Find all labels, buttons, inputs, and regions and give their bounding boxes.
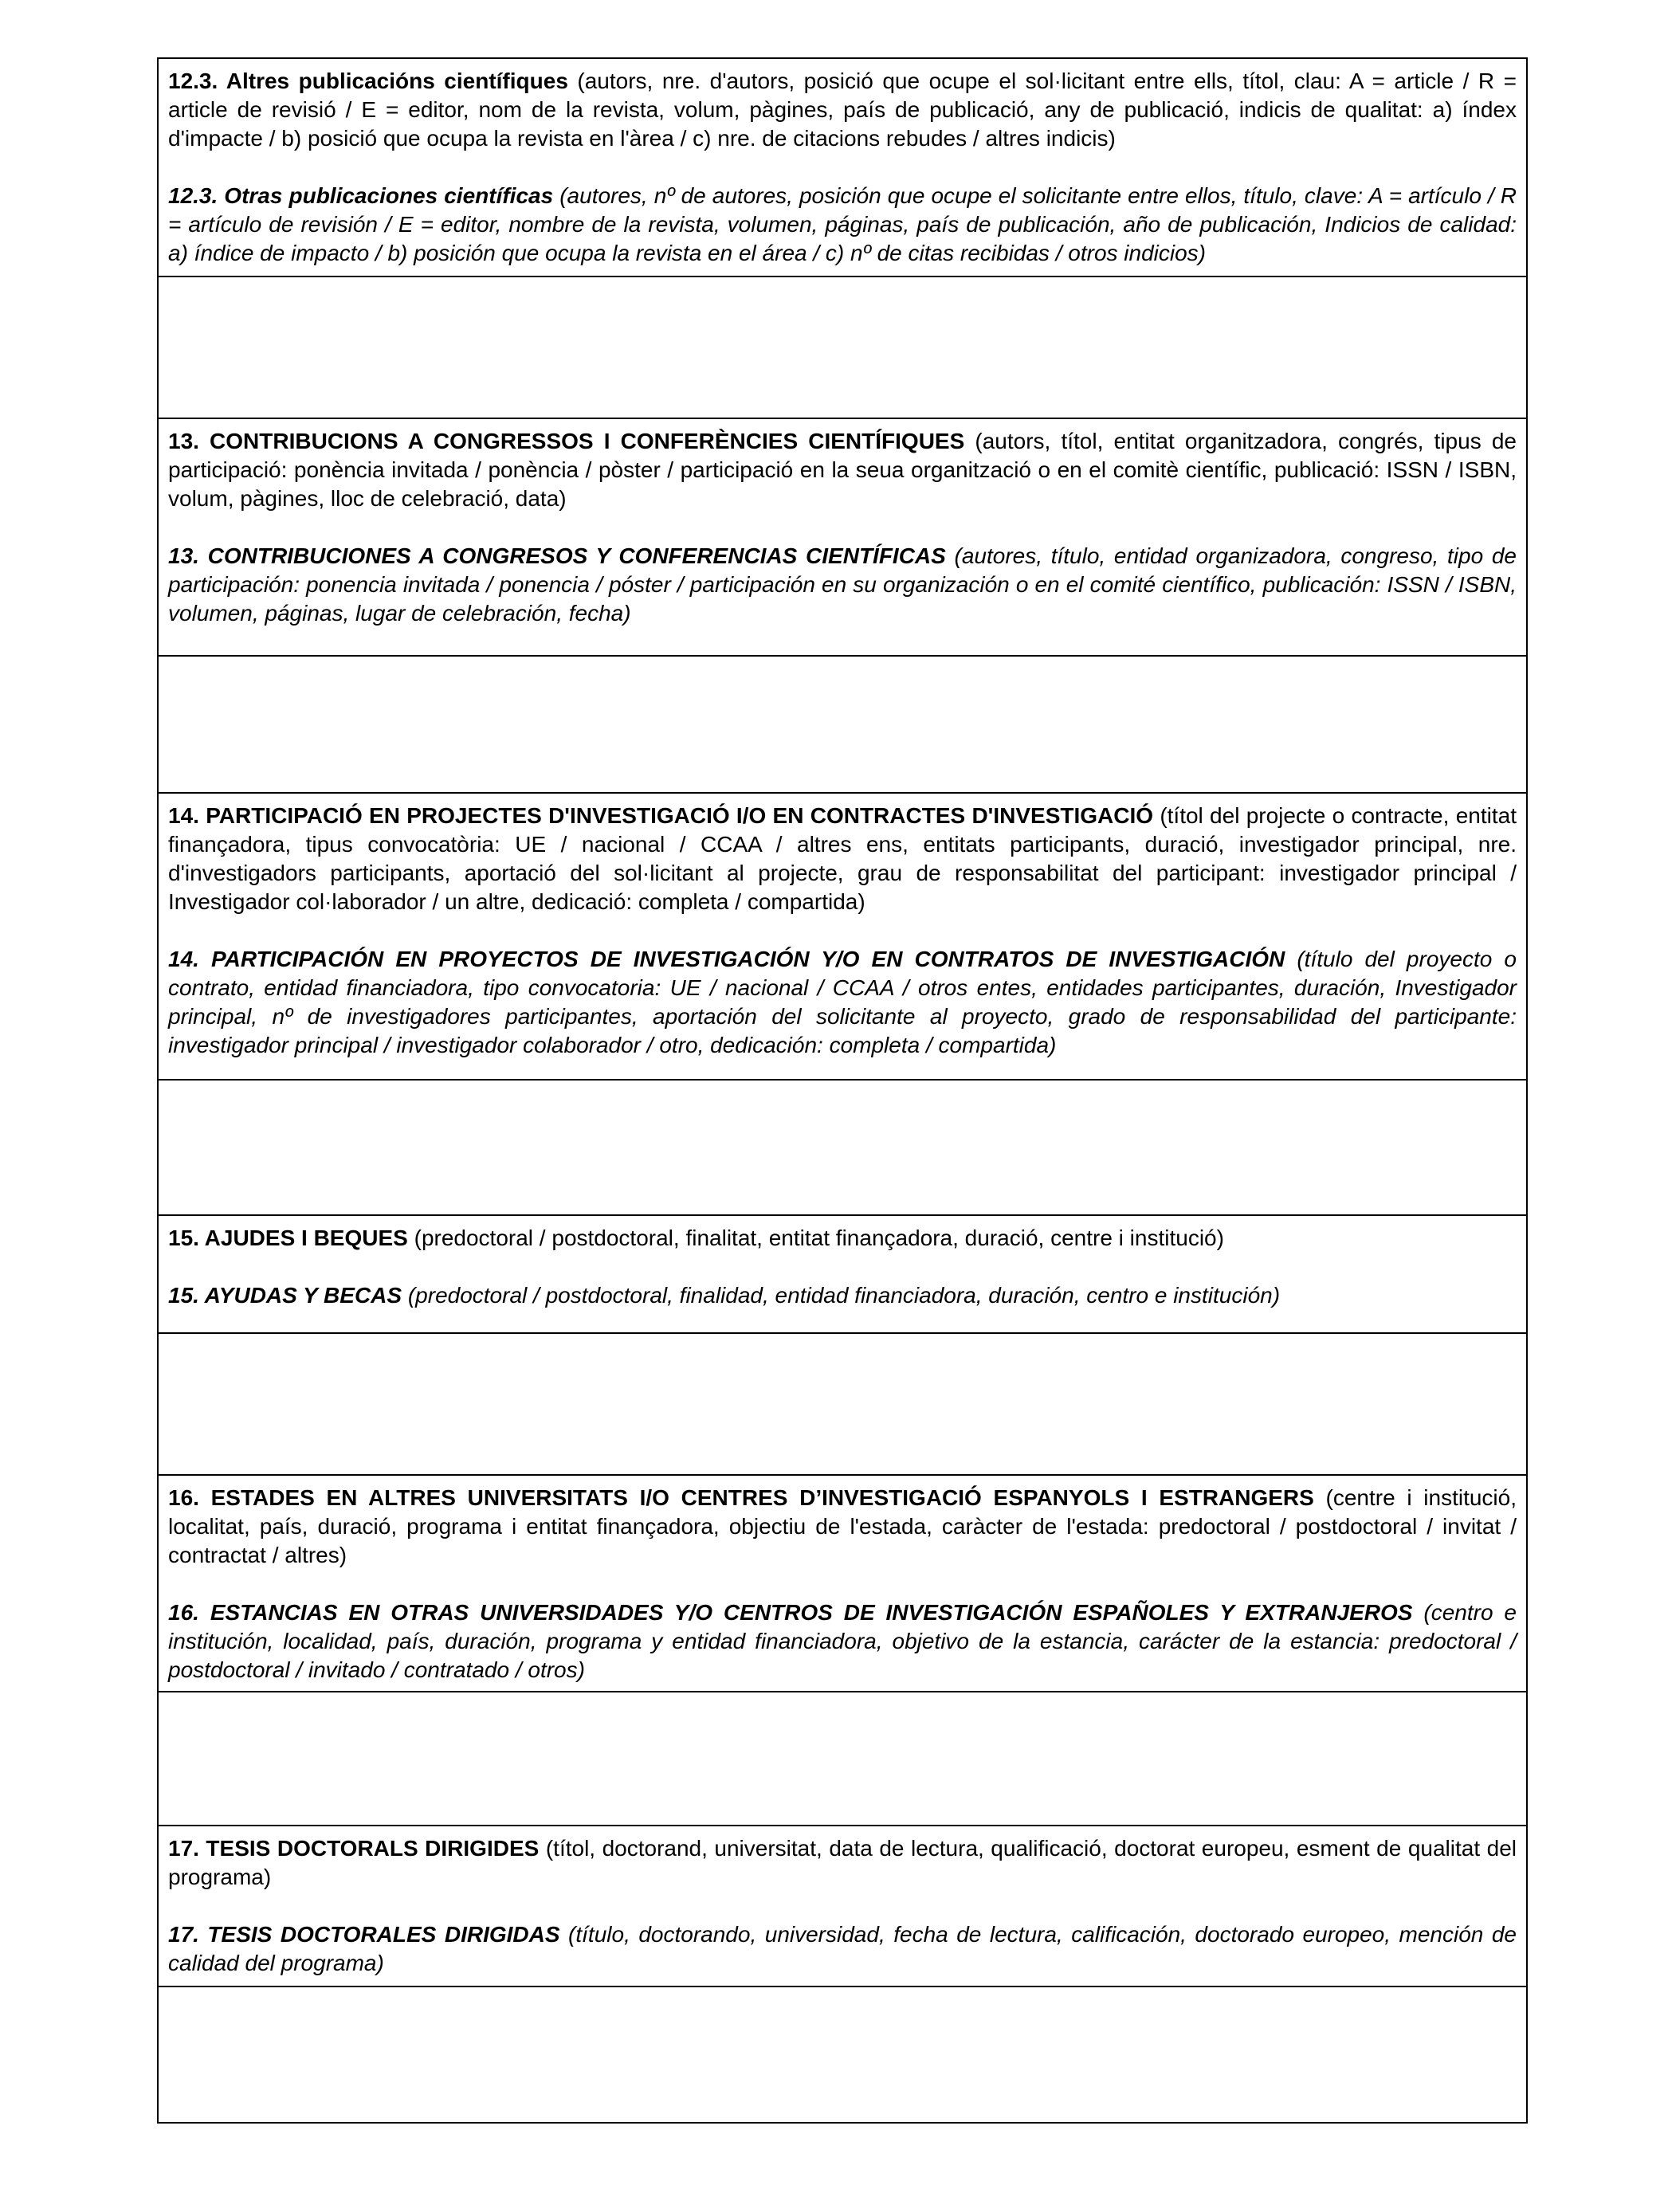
section-14-catalan-description: (títol del projecte o contracte, entitat finançadora, tipus convocatòria: UE / nacional / CCAA / altres ens, entitats participants, duració, investigador principal, nre. d'investigadors participants, aportació del sol·licitant al projecte, grau de responsabilitat del participant: investigador principal / Investigador col·laborador / un altre, dedicació: completa / compartida) — [168, 803, 1517, 914]
cv-form-table — [157, 57, 1528, 2124]
section-13-spanish-title: 13. CONTRIBUCIONES A CONGRESOS Y CONFERENCIAS CIENTÍFICAS — [168, 543, 946, 568]
section-14-header — [159, 794, 1526, 1081]
section-14-spanish-text — [168, 945, 1517, 1060]
section-14-catalan-title: 14. PARTICIPACIÓ EN PROJECTES D'INVESTIGACIÓ I/O EN CONTRACTES D'INVESTIGACIÓ — [168, 803, 1154, 828]
section-16-spanish-text — [168, 1598, 1517, 1684]
section-12-3-answer-field[interactable] — [159, 277, 1526, 419]
section-17-header — [159, 1826, 1526, 1987]
section-15-catalan-title: 15. AJUDES I BEQUES — [168, 1226, 408, 1250]
section-12-3-spanish-title: 12.3. Otras publicaciones científicas — [168, 183, 554, 208]
section-13-spanish-text — [168, 542, 1517, 628]
section-16-spanish-title: 16. ESTANCIAS EN OTRAS UNIVERSIDADES Y/O CENTROS DE INVESTIGACIÓN ESPAÑOLES Y EXTRANJEROS — [168, 1600, 1413, 1625]
section-13-catalan-text — [168, 427, 1517, 513]
section-13-answer-field[interactable] — [159, 657, 1526, 794]
section-13-header — [159, 419, 1526, 657]
section-16-spanish-description: (centro e institución, localidad, país, duración, programa y entidad financiadora, objetivo de la estancia, carácter de la estancia: predoctoral / postdoctoral / invitado / contratado / otros) — [168, 1600, 1517, 1682]
section-14-spanish-description: (título del proyecto o contrato, entidad financiadora, tipo convocatoria: UE / nacional / CCAA / otros entes, entidades participantes, duración, Investigador principal, nº de investigadores participantes, aportación del solicitante al proyecto, grado de responsabilidad del participante: investigador principal / investigador colaborador / otro, dedicación: completa / compartida) — [168, 947, 1517, 1057]
section-17-catalan-description: (títol, doctorand, universitat, data de lectura, qualificació, doctorat europeu, esment de qualitat del programa) — [168, 1836, 1517, 1889]
section-17-spanish-text — [168, 1920, 1517, 1978]
section-17-catalan-title: 17. TESIS DOCTORALS DIRIGIDES — [168, 1836, 540, 1861]
section-16-header — [159, 1476, 1526, 1692]
section-17-answer-field[interactable] — [159, 1987, 1526, 2122]
section-12-3-spanish-description: (autores, nº de autores, posición que ocupe el solicitante entre ellos, título, clave: A = artículo / R = artículo de revisión / E = editor, nombre de la revista, volumen, páginas, país de publicación, año de publicación, Indicios de calidad: a) índice de impacto / b) posición que ocupa la revista en el área / c) nº de citas recibidas / otros indicios) — [168, 183, 1517, 265]
section-14-spanish-title: 14. PARTICIPACIÓN EN PROYECTOS DE INVESTIGACIÓN Y/O EN CONTRATOS DE INVESTIGACIÓN — [168, 947, 1285, 971]
section-12-3-catalan-title: 12.3. Altres publicacións científiques — [168, 69, 568, 93]
section-17-catalan-text — [168, 1834, 1517, 1892]
section-14-catalan-text — [168, 802, 1517, 916]
section-15-spanish-title: 15. AYUDAS Y BECAS — [168, 1283, 402, 1308]
section-12-3-header — [159, 59, 1526, 277]
section-13-spanish-description: (autores, título, entidad organizadora, congreso, tipo de participación: ponencia invitada / ponencia / póster / participación en su organización o en el comité científico, publicación: ISSN / ISBN, volumen, páginas, lugar de celebración, fecha) — [168, 543, 1517, 626]
section-13-catalan-title: 13. CONTRIBUCIONS A CONGRESSOS I CONFERÈNCIES CIENTÍFIQUES — [168, 429, 965, 453]
section-16-catalan-description: (centre i institució, localitat, país, duració, programa i entitat finançadora, objectiu de l'estada, caràcter de l'estada: predoctoral / postdoctoral / invitat / contractat / altres) — [168, 1485, 1517, 1567]
section-15-answer-field[interactable] — [159, 1334, 1526, 1476]
section-12-3-spanish-text — [168, 182, 1517, 268]
section-15-header — [159, 1216, 1526, 1334]
section-16-catalan-text — [168, 1484, 1517, 1570]
section-17-spanish-title: 17. TESIS DOCTORALES DIRIGIDAS — [168, 1922, 560, 1947]
section-17-spanish-description: (título, doctorando, universidad, fecha de lectura, calificación, doctorado europeo, mención de calidad del programa) — [168, 1922, 1517, 1975]
section-15-catalan-text — [168, 1224, 1517, 1253]
section-14-answer-field[interactable] — [159, 1081, 1526, 1216]
section-13-catalan-description: (autors, títol, entitat organitzadora, congrés, tipus de participació: ponència invitada / ponència / pòster / participació en la seua organització o en el comitè científic, publicació: ISSN / ISBN, volum, pàgines, lloc de celebració, data) — [168, 429, 1517, 511]
section-15-catalan-description: (predoctoral / postdoctoral, finalitat, entitat finançadora, duració, centre i institució) — [407, 1226, 1224, 1250]
section-15-spanish-text — [168, 1281, 1517, 1310]
section-15-spanish-description: (predoctoral / postdoctoral, finalidad, entidad financiadora, duración, centro e institución) — [402, 1283, 1281, 1308]
section-16-answer-field[interactable] — [159, 1692, 1526, 1826]
section-12-3-catalan-description: (autors, nre. d'autors, posició que ocupe el sol·licitant entre ells, títol, clau: A = article / R = article de revisió / E = editor, nom de la revista, volum, pàgines, país de publicació, any de publicació, indicis de qualitat: a) índex d'impacte / b) posició que ocupa la revista en l'àrea / c) nre. de citacions rebudes / altres indicis) — [168, 69, 1517, 151]
section-12-3-catalan-text — [168, 67, 1517, 153]
section-16-catalan-title: 16. ESTADES EN ALTRES UNIVERSITATS I/O CENTRES D’INVESTIGACIÓ ESPANYOLS I ESTRANGERS — [168, 1485, 1314, 1510]
